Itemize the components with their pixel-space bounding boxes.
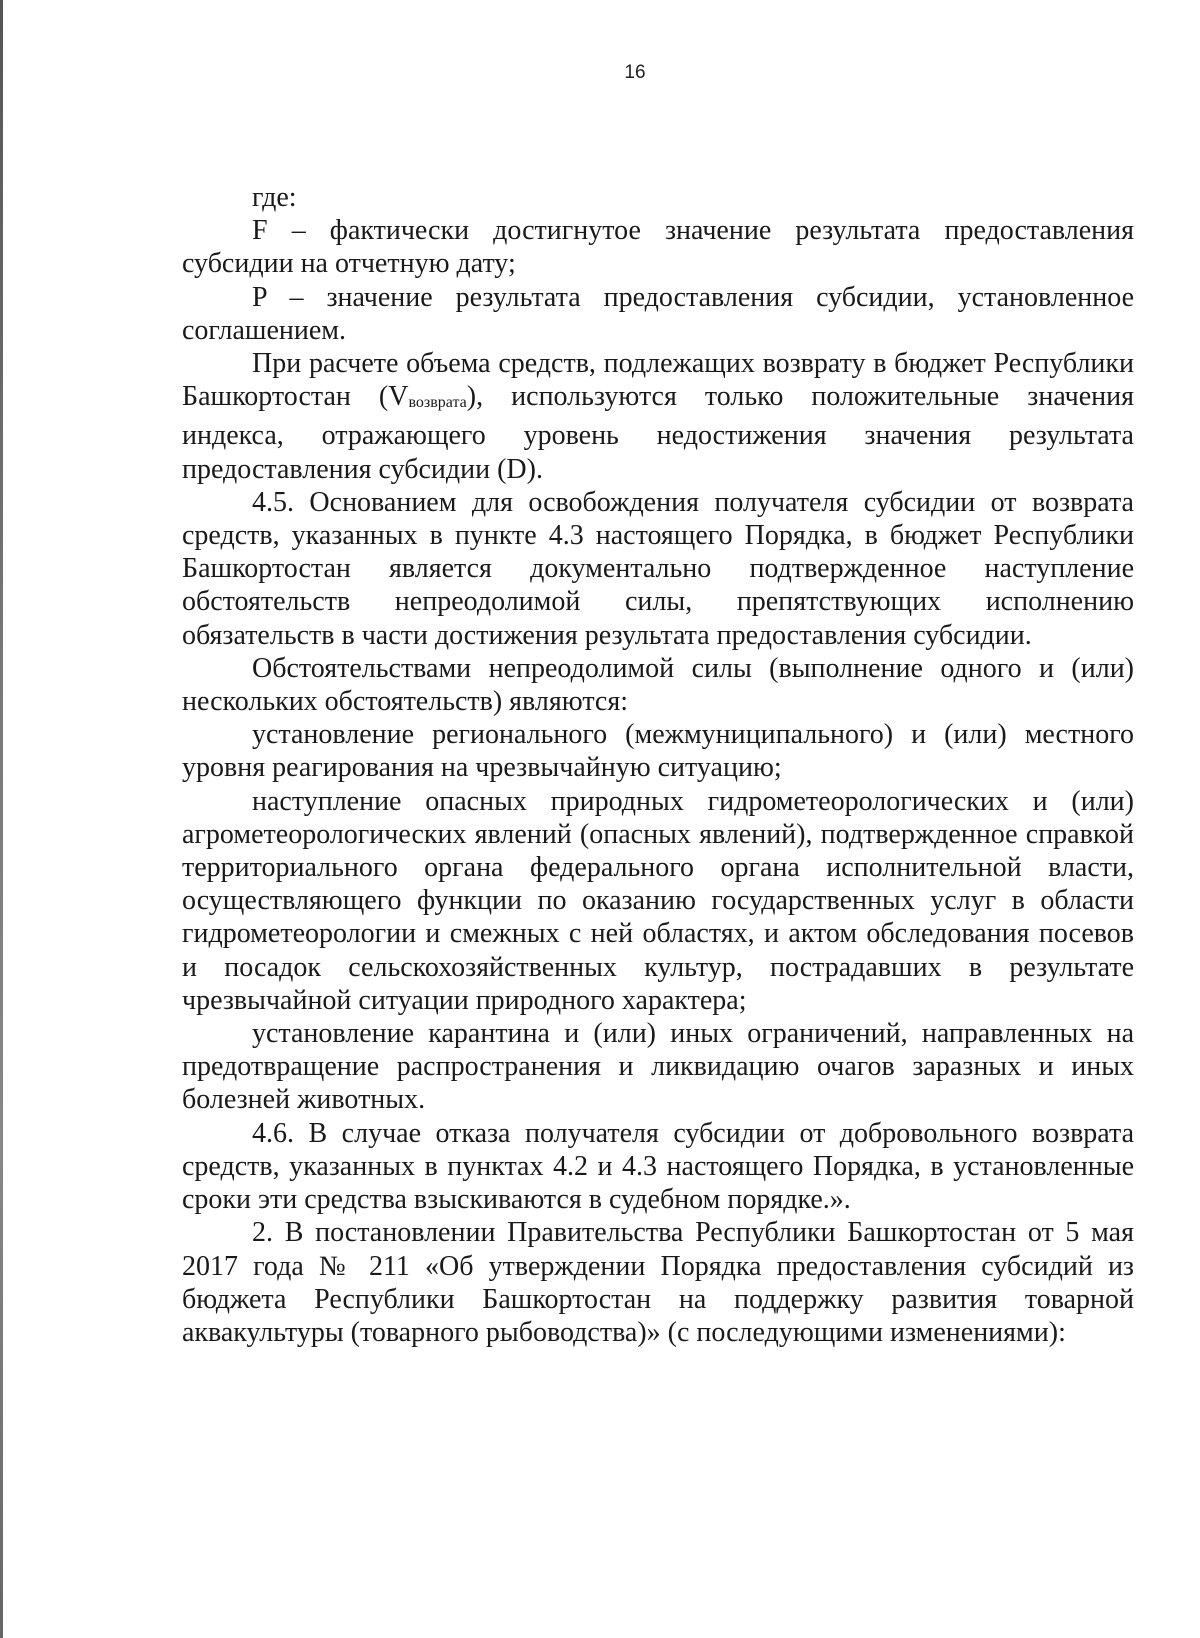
paragraph-4-5: 4.5. Основанием для освобождения получателя субсидии от возврата средств, указанных в пункте 4.3 настоящего Порядка, в бюджет Республики Башкортостан является документально подтвержденное наступление обстоятельств непреодолимой силы, препятствующих исполнению обязательств в части достижения результата предоставления субсидии. [182,486,1134,651]
paragraph-4-6: 4.6. В случае отказа получателя субсидии от добровольного возврата средств, указанных в пунктах 4.2 и 4.3 настоящего Порядка, в установленные сроки эти средства взыскиваются в судебном порядке.». [182,1117,1134,1216]
paragraph-p-definition: P – значение результата предоставления субсидии, установленное соглашением. [182,281,1134,346]
paragraph-f-definition: F – фактически достигнутое значение результата предоставления субсидии на отчетную дату; [182,215,1134,280]
paragraph-hydrometeorological: наступление опасных природных гидрометеорологических и (или) агрометеорологических явлений (опасных явлений), подтвержденное справкой территориального органа федерального органа исполнительной власти, осуществляющего функции по оказанию государственных услуг в области гидрометеорологии и смежных с ней областях, и актом обследования посевов и посадок сельскохозяйственных культур, пострадавших в результате чрезвычайной ситуации природного характера; [182,785,1134,1016]
paragraph-emergency-response: установление регионального (межмуниципального) и (или) местного уровня реагирования на чрезвычайную ситуацию; [182,719,1134,784]
paragraph-force-majeure: Обстоятельствами непреодолимой силы (выполнение одного и (или) нескольких обстоятельств) являются: [182,652,1134,718]
page-number: 16 [624,62,646,83]
paragraph-quarantine: установление карантина и (или) иных ограничений, направленных на предотвращение распространения и ликвидацию очагов заразных и иных болезней животных. [182,1018,1134,1116]
paragraph-return-calculation-part1: При расчете объема средств, подлежащих возврату в бюджет Республики Башкортостан (V [182,348,1134,413]
scan-edge [0,0,3,1638]
paragraph-return-calculation [182,347,1134,486]
document-body [182,181,1134,1349]
paragraph-2-resolution: 2. В постановлении Правительства Республики Башкортостан от 5 мая 2017 года № 211 «Об утверждении Порядка предоставления субсидий из бюджета Республики Башкортостан на поддержку развития товарной аквакультуры (товарного рыбоводства)» (с последующими изменениями): [182,1217,1134,1348]
paragraph-where: где: [252,182,297,213]
paragraph-return-calculation-part2: ), используются только положительные значения индекса, отражающего уровень недостижения значения результата предоставления субсидии (D). [182,381,1134,485]
v-return-subscript: возврата [408,394,467,412]
